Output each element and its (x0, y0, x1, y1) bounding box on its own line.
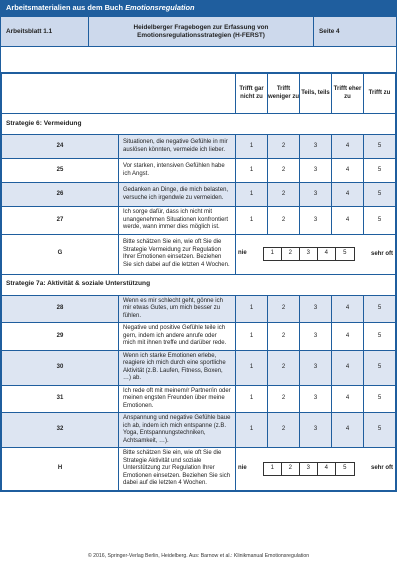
rating-option[interactable]: 2 (268, 207, 300, 235)
rating-option[interactable]: 5 (364, 413, 396, 448)
rating-option[interactable]: 1 (236, 135, 268, 159)
rating-option[interactable]: 2 (268, 183, 300, 207)
worksheet-header (1, 17, 396, 47)
section-title-row (2, 114, 396, 135)
global-estimate-row (2, 448, 396, 491)
banner-prefix: Arbeitsmaterialien aus dem Buch (6, 3, 126, 12)
item-number: 25 (2, 159, 119, 183)
section-title-row (2, 274, 396, 295)
item-number: 24 (2, 135, 119, 159)
rating-option[interactable]: 3 (300, 159, 332, 183)
rating-option[interactable]: 3 (300, 207, 332, 235)
rating-option[interactable]: 3 (300, 413, 332, 448)
scale-boxes (263, 247, 355, 261)
rating-option[interactable]: 1 (236, 207, 268, 235)
rating-option[interactable]: 3 (300, 385, 332, 413)
rating-option[interactable]: 2 (268, 159, 300, 183)
rating-option[interactable]: 5 (364, 350, 396, 385)
scale-right-label: sehr oft (370, 465, 393, 472)
column-header-row (2, 74, 396, 114)
global-question: Bitte schätzen Sie ein, wie oft Sie die Strategie Aktivität und soziale Unterstützung zur Regulation Ihrer Emotionen einsetzen. Beziehen Sie sich dabei auf die letzten 4 Wochen. (119, 448, 236, 491)
column-header: Teils, teils (300, 74, 332, 114)
item-text: Gedanken an Dinge, die mich belasten, versuche ich irgendwie zu vermeiden. (119, 183, 236, 207)
item-row (2, 295, 396, 323)
scale-box[interactable]: 4 (318, 248, 336, 260)
rating-option[interactable]: 3 (300, 183, 332, 207)
rating-option[interactable]: 5 (364, 183, 396, 207)
rating-option[interactable]: 5 (364, 295, 396, 323)
frequency-scale-cell (236, 234, 396, 274)
item-row (2, 183, 396, 207)
item-text: Anspannung und negative Gefühle baue ich ab, indem ich mich entspanne (z.B. Yoga, Entspannungstechniken, Achtsamkeit, …). (119, 413, 236, 448)
scale-right-label: sehr oft (370, 250, 393, 257)
item-number: 30 (2, 350, 119, 385)
rating-option[interactable]: 5 (364, 323, 396, 351)
column-header: Trifft eher zu (332, 74, 364, 114)
questionnaire-title: Heidelberger Fragebogen zur Erfassung von Emotionsregulationsstrategien (H-FERST) (89, 17, 314, 46)
item-number: 32 (2, 413, 119, 448)
scale-left-label: nie (238, 465, 247, 471)
column-header-blank (2, 74, 236, 114)
rating-option[interactable]: 1 (236, 183, 268, 207)
rating-option[interactable]: 5 (364, 135, 396, 159)
frequency-scale-cell (236, 448, 396, 491)
scale-box[interactable]: 2 (282, 463, 300, 475)
item-number: 26 (2, 183, 119, 207)
scale-box[interactable]: 2 (282, 248, 300, 260)
item-row (2, 385, 396, 413)
item-number: 28 (2, 295, 119, 323)
scale-box[interactable]: 4 (318, 463, 336, 475)
rating-option[interactable]: 1 (236, 159, 268, 183)
rating-option[interactable]: 1 (236, 350, 268, 385)
scale-box[interactable]: 5 (343, 250, 347, 257)
item-text: Wenn es mir schlecht geht, gönne ich mir etwas Gutes, um mich besser zu fühlen. (119, 295, 236, 323)
rating-option[interactable]: 2 (268, 350, 300, 385)
global-question: Bitte schätzen Sie ein, wie oft Sie die Strategie Vermeidung zur Regulation Ihrer Emotionen einsetzen. Beziehen Sie sich dabei auf die letzten 4 Wochen. (119, 234, 236, 274)
rating-option[interactable]: 5 (364, 159, 396, 183)
item-text: Vor starken, intensiven Gefühlen habe ich Angst. (119, 159, 236, 183)
global-label: G (2, 234, 119, 274)
rating-option[interactable]: 3 (300, 323, 332, 351)
scale-box[interactable]: 3 (300, 463, 318, 475)
rating-option[interactable]: 2 (268, 135, 300, 159)
rating-option[interactable]: 4 (332, 350, 364, 385)
rating-option[interactable]: 2 (268, 413, 300, 448)
scale-box[interactable]: 1 (264, 463, 282, 475)
page-number: Seite 4 (319, 27, 340, 35)
rating-option[interactable]: 4 (332, 207, 364, 235)
global-label: H (2, 448, 119, 491)
item-number: 31 (2, 385, 119, 413)
column-header: Trifft gar nicht zu (236, 74, 268, 114)
item-text: Ich rede oft mit meinem/r Partner/in oder meinen engsten Freunden über meine Emotionen. (119, 385, 236, 413)
scale-box[interactable]: 5 (343, 465, 347, 471)
rating-option[interactable]: 1 (236, 385, 268, 413)
rating-option[interactable]: 4 (332, 323, 364, 351)
rating-option[interactable]: 3 (300, 350, 332, 385)
rating-option[interactable]: 1 (236, 323, 268, 351)
column-header: Trifft zu (364, 74, 396, 114)
rating-option[interactable]: 2 (268, 295, 300, 323)
rating-option[interactable]: 4 (332, 295, 364, 323)
rating-option[interactable]: 2 (268, 385, 300, 413)
rating-option[interactable]: 4 (332, 413, 364, 448)
scale-left-label: nie (238, 250, 247, 257)
item-text: Wenn ich starke Emotionen erlebe, reagiere ich mich durch eine sportliche Aktivität (z.B. Laufen, Fitness, Boxen, …) ab. (119, 350, 236, 385)
rating-option[interactable]: 4 (332, 135, 364, 159)
rating-option[interactable]: 2 (268, 323, 300, 351)
item-row (2, 323, 396, 351)
item-row (2, 350, 396, 385)
scale-box[interactable]: 1 (264, 248, 282, 260)
scale-box[interactable]: 3 (300, 248, 318, 260)
copyright-footer: © 2016, Springer-Verlag Berlin, Heidelberg. Aus: Barnow et al.: Klinikmanual Emotionsregulation (87, 553, 310, 559)
rating-option[interactable]: 4 (332, 183, 364, 207)
item-row (2, 135, 396, 159)
global-estimate-row (2, 234, 396, 274)
scale-boxes (263, 462, 355, 476)
questionnaire-table-host (1, 73, 396, 491)
questionnaire-table (1, 73, 396, 491)
item-text: Negative und positive Gefühle teile ich gern, indem ich andere anrufe oder mich mit ihnen treffe und darüber rede. (119, 323, 236, 351)
rating-option[interactable]: 5 (364, 385, 396, 413)
section-title: Strategie 6: Vermeidung (2, 114, 396, 135)
rating-option[interactable]: 3 (300, 295, 332, 323)
item-row (2, 413, 396, 448)
rating-option[interactable]: 4 (332, 159, 364, 183)
rating-option[interactable]: 4 (332, 385, 364, 413)
item-row (2, 207, 396, 235)
frequency-scale (238, 247, 393, 261)
sheet-label: Arbeitsblatt 1.1 (1, 17, 89, 46)
frequency-scale (238, 462, 393, 476)
rating-option[interactable]: 1 (236, 295, 268, 323)
item-number: 27 (2, 207, 119, 235)
header-spacer (1, 47, 396, 73)
item-number: 29 (2, 323, 119, 351)
worksheet-frame (0, 17, 397, 492)
top-banner (0, 0, 397, 17)
column-header: Trifft weniger zu (268, 74, 300, 114)
item-text: Ich sorge dafür, dass ich nicht mit unangenehmen Situationen konfrontiert werde, wann immer dies möglich ist. (119, 207, 236, 235)
rating-option[interactable]: 5 (364, 207, 396, 235)
rating-option[interactable]: 1 (236, 413, 268, 448)
rating-option[interactable]: 3 (300, 135, 332, 159)
banner-book-title: Emotionsregulation (125, 3, 195, 12)
item-text: Situationen, die negative Gefühle in mir auslösen könnten, vermeide ich lieber. (119, 135, 236, 159)
item-row (2, 159, 396, 183)
section-title: Strategie 7a: Aktivität & soziale Unterstützung (2, 274, 396, 295)
